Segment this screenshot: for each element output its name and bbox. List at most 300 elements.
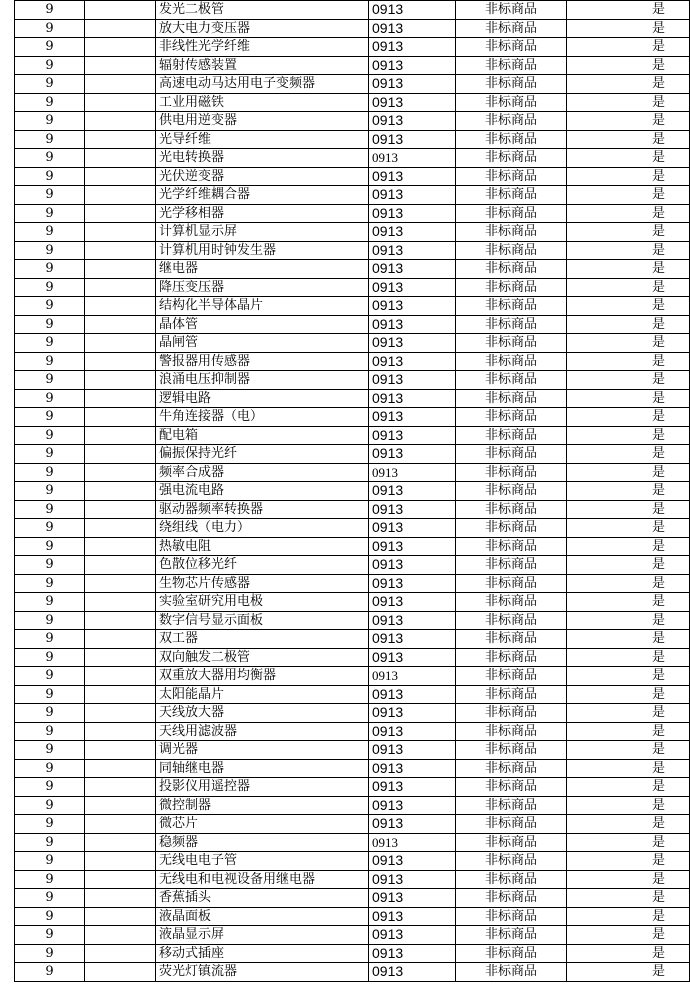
product-name-cell: 实验室研究用电极 xyxy=(156,593,369,612)
flag-cell: 是 xyxy=(567,297,690,316)
group-code-cell: 0913 xyxy=(369,149,456,168)
group-code-cell: 0913 xyxy=(369,241,456,260)
group-code-cell: 0913 xyxy=(369,611,456,630)
group-code-cell: 0913 xyxy=(369,889,456,908)
flag-cell: 是 xyxy=(567,704,690,723)
product-type-cell: 非标商品 xyxy=(456,722,567,741)
product-name-cell: 非线性光学纤维 xyxy=(156,38,369,57)
class-number-cell: 9 xyxy=(15,685,85,704)
blank-cell xyxy=(85,408,156,427)
table-row xyxy=(15,352,690,371)
class-number-cell: 9 xyxy=(15,963,85,982)
product-name-cell: 光学纤维耦合器 xyxy=(156,186,369,205)
product-type-cell: 非标商品 xyxy=(456,926,567,945)
product-name-cell: 计算机显示屏 xyxy=(156,223,369,242)
table-row xyxy=(15,537,690,556)
group-code-cell: 0913 xyxy=(369,19,456,38)
group-code-cell: 0913 xyxy=(369,907,456,926)
flag-cell: 是 xyxy=(567,500,690,519)
class-number-cell: 9 xyxy=(15,389,85,408)
blank-cell xyxy=(85,593,156,612)
product-name-cell: 同轴继电器 xyxy=(156,759,369,778)
flag-cell: 是 xyxy=(567,963,690,982)
group-code-cell: 0913 xyxy=(369,38,456,57)
product-type-cell: 非标商品 xyxy=(456,593,567,612)
table-row xyxy=(15,75,690,94)
product-type-cell: 非标商品 xyxy=(456,778,567,797)
group-code-cell: 0913 xyxy=(369,537,456,556)
blank-cell xyxy=(85,833,156,852)
class-number-cell: 9 xyxy=(15,408,85,427)
group-code-cell: 0913 xyxy=(369,260,456,279)
table-row xyxy=(15,574,690,593)
blank-cell xyxy=(85,778,156,797)
product-type-cell: 非标商品 xyxy=(456,537,567,556)
product-name-cell: 光伏逆变器 xyxy=(156,167,369,186)
product-name-cell: 计算机用时钟发生器 xyxy=(156,241,369,260)
table-row xyxy=(15,297,690,316)
blank-cell xyxy=(85,186,156,205)
product-type-cell: 非标商品 xyxy=(456,389,567,408)
class-number-cell: 9 xyxy=(15,741,85,760)
flag-cell: 是 xyxy=(567,796,690,815)
flag-cell: 是 xyxy=(567,223,690,242)
class-number-cell: 9 xyxy=(15,500,85,519)
flag-cell: 是 xyxy=(567,741,690,760)
product-name-cell: 天线用滤波器 xyxy=(156,722,369,741)
flag-cell: 是 xyxy=(567,149,690,168)
flag-cell: 是 xyxy=(567,38,690,57)
group-code-cell: 0913 xyxy=(369,167,456,186)
group-code-cell: 0913 xyxy=(369,667,456,686)
product-name-cell: 香蕉插头 xyxy=(156,889,369,908)
class-number-cell: 9 xyxy=(15,130,85,149)
blank-cell xyxy=(85,204,156,223)
product-name-cell: 逻辑电路 xyxy=(156,389,369,408)
group-code-cell: 0913 xyxy=(369,408,456,427)
table-row xyxy=(15,833,690,852)
class-number-cell: 9 xyxy=(15,796,85,815)
table-row xyxy=(15,38,690,57)
table-row xyxy=(15,944,690,963)
flag-cell: 是 xyxy=(567,445,690,464)
flag-cell: 是 xyxy=(567,907,690,926)
blank-cell xyxy=(85,426,156,445)
flag-cell: 是 xyxy=(567,130,690,149)
table-row xyxy=(15,463,690,482)
product-name-cell: 发光二极管 xyxy=(156,1,369,20)
table-row xyxy=(15,963,690,982)
group-code-cell: 0913 xyxy=(369,630,456,649)
product-type-cell: 非标商品 xyxy=(456,889,567,908)
product-type-cell: 非标商品 xyxy=(456,426,567,445)
product-type-cell: 非标商品 xyxy=(456,741,567,760)
class-number-cell: 9 xyxy=(15,556,85,575)
group-code-cell: 0913 xyxy=(369,204,456,223)
group-code-cell: 0913 xyxy=(369,815,456,834)
class-number-cell: 9 xyxy=(15,889,85,908)
blank-cell xyxy=(85,149,156,168)
product-type-cell: 非标商品 xyxy=(456,93,567,112)
flag-cell: 是 xyxy=(567,278,690,297)
blank-cell xyxy=(85,315,156,334)
product-type-cell: 非标商品 xyxy=(456,963,567,982)
flag-cell: 是 xyxy=(567,630,690,649)
blank-cell xyxy=(85,482,156,501)
table-row xyxy=(15,204,690,223)
blank-cell xyxy=(85,889,156,908)
flag-cell: 是 xyxy=(567,574,690,593)
table-row xyxy=(15,241,690,260)
product-name-cell: 数字信号显示面板 xyxy=(156,611,369,630)
table-row xyxy=(15,500,690,519)
class-number-cell: 9 xyxy=(15,944,85,963)
flag-cell: 是 xyxy=(567,463,690,482)
blank-cell xyxy=(85,815,156,834)
group-code-cell: 0913 xyxy=(369,445,456,464)
class-number-cell: 9 xyxy=(15,815,85,834)
product-type-cell: 非标商品 xyxy=(456,278,567,297)
flag-cell: 是 xyxy=(567,426,690,445)
blank-cell xyxy=(85,630,156,649)
flag-cell: 是 xyxy=(567,371,690,390)
flag-cell: 是 xyxy=(567,334,690,353)
group-code-cell: 0913 xyxy=(369,778,456,797)
flag-cell: 是 xyxy=(567,833,690,852)
table-row xyxy=(15,741,690,760)
blank-cell xyxy=(85,963,156,982)
group-code-cell: 0913 xyxy=(369,963,456,982)
product-name-cell: 双工器 xyxy=(156,630,369,649)
flag-cell: 是 xyxy=(567,537,690,556)
flag-cell: 是 xyxy=(567,482,690,501)
group-code-cell: 0913 xyxy=(369,796,456,815)
blank-cell xyxy=(85,1,156,20)
table-row xyxy=(15,519,690,538)
product-type-cell: 非标商品 xyxy=(456,611,567,630)
product-name-cell: 光电转换器 xyxy=(156,149,369,168)
group-code-cell: 0913 xyxy=(369,297,456,316)
product-name-cell: 辐射传感装置 xyxy=(156,56,369,75)
product-name-cell: 偏振保持光纤 xyxy=(156,445,369,464)
product-name-cell: 色散位移光纤 xyxy=(156,556,369,575)
group-code-cell: 0913 xyxy=(369,278,456,297)
group-code-cell: 0913 xyxy=(369,556,456,575)
product-name-cell: 双重放大器用均衡器 xyxy=(156,667,369,686)
product-name-cell: 频率合成器 xyxy=(156,463,369,482)
product-name-cell: 强电流电路 xyxy=(156,482,369,501)
class-number-cell: 9 xyxy=(15,722,85,741)
product-type-cell: 非标商品 xyxy=(456,648,567,667)
blank-cell xyxy=(85,371,156,390)
class-number-cell: 9 xyxy=(15,445,85,464)
flag-cell: 是 xyxy=(567,759,690,778)
group-code-cell: 0913 xyxy=(369,93,456,112)
table-row xyxy=(15,260,690,279)
product-name-cell: 无线电电子管 xyxy=(156,852,369,871)
class-number-cell: 9 xyxy=(15,519,85,538)
table-row xyxy=(15,648,690,667)
product-type-cell: 非标商品 xyxy=(456,334,567,353)
group-code-cell: 0913 xyxy=(369,1,456,20)
table-row xyxy=(15,19,690,38)
group-code-cell: 0913 xyxy=(369,500,456,519)
group-code-cell: 0913 xyxy=(369,56,456,75)
class-number-cell: 9 xyxy=(15,38,85,57)
group-code-cell: 0913 xyxy=(369,463,456,482)
blank-cell xyxy=(85,56,156,75)
class-number-cell: 9 xyxy=(15,574,85,593)
flag-cell: 是 xyxy=(567,167,690,186)
group-code-cell: 0913 xyxy=(369,334,456,353)
class-number-cell: 9 xyxy=(15,704,85,723)
class-number-cell: 9 xyxy=(15,537,85,556)
product-name-cell: 晶闸管 xyxy=(156,334,369,353)
table-row xyxy=(15,611,690,630)
product-type-cell: 非标商品 xyxy=(456,833,567,852)
table-row xyxy=(15,593,690,612)
flag-cell: 是 xyxy=(567,352,690,371)
group-code-cell: 0913 xyxy=(369,389,456,408)
product-name-cell: 工业用磁铁 xyxy=(156,93,369,112)
blank-cell xyxy=(85,648,156,667)
class-number-cell: 9 xyxy=(15,186,85,205)
group-code-cell: 0913 xyxy=(369,926,456,945)
product-name-cell: 液晶面板 xyxy=(156,907,369,926)
flag-cell: 是 xyxy=(567,778,690,797)
blank-cell xyxy=(85,907,156,926)
blank-cell xyxy=(85,500,156,519)
group-code-cell: 0913 xyxy=(369,75,456,94)
table-row xyxy=(15,167,690,186)
table-row xyxy=(15,926,690,945)
product-name-cell: 晶体管 xyxy=(156,315,369,334)
blank-cell xyxy=(85,852,156,871)
table-row xyxy=(15,186,690,205)
class-number-cell: 9 xyxy=(15,926,85,945)
product-type-cell: 非标商品 xyxy=(456,75,567,94)
product-type-cell: 非标商品 xyxy=(456,241,567,260)
product-type-cell: 非标商品 xyxy=(456,167,567,186)
class-number-cell: 9 xyxy=(15,93,85,112)
table-row xyxy=(15,149,690,168)
product-type-cell: 非标商品 xyxy=(456,371,567,390)
table-row xyxy=(15,630,690,649)
flag-cell: 是 xyxy=(567,926,690,945)
product-type-cell: 非标商品 xyxy=(456,463,567,482)
class-number-cell: 9 xyxy=(15,56,85,75)
flag-cell: 是 xyxy=(567,186,690,205)
blank-cell xyxy=(85,352,156,371)
table-row xyxy=(15,130,690,149)
class-number-cell: 9 xyxy=(15,223,85,242)
class-number-cell: 9 xyxy=(15,870,85,889)
flag-cell: 是 xyxy=(567,870,690,889)
class-number-cell: 9 xyxy=(15,371,85,390)
blank-cell xyxy=(85,112,156,131)
product-type-cell: 非标商品 xyxy=(456,19,567,38)
product-name-cell: 结构化半导体晶片 xyxy=(156,297,369,316)
product-type-cell: 非标商品 xyxy=(456,907,567,926)
group-code-cell: 0913 xyxy=(369,315,456,334)
product-type-cell: 非标商品 xyxy=(456,574,567,593)
blank-cell xyxy=(85,704,156,723)
table-row xyxy=(15,334,690,353)
class-number-cell: 9 xyxy=(15,759,85,778)
group-code-cell: 0913 xyxy=(369,741,456,760)
blank-cell xyxy=(85,278,156,297)
flag-cell: 是 xyxy=(567,241,690,260)
table-row xyxy=(15,722,690,741)
table-row xyxy=(15,556,690,575)
flag-cell: 是 xyxy=(567,593,690,612)
product-name-cell: 荧光灯镇流器 xyxy=(156,963,369,982)
class-number-cell: 9 xyxy=(15,463,85,482)
product-type-cell: 非标商品 xyxy=(456,315,567,334)
class-number-cell: 9 xyxy=(15,260,85,279)
goods-table xyxy=(14,0,690,982)
blank-cell xyxy=(85,519,156,538)
class-number-cell: 9 xyxy=(15,204,85,223)
blank-cell xyxy=(85,38,156,57)
blank-cell xyxy=(85,741,156,760)
class-number-cell: 9 xyxy=(15,778,85,797)
product-type-cell: 非标商品 xyxy=(456,704,567,723)
product-type-cell: 非标商品 xyxy=(456,815,567,834)
blank-cell xyxy=(85,334,156,353)
product-type-cell: 非标商品 xyxy=(456,260,567,279)
table-row xyxy=(15,759,690,778)
flag-cell: 是 xyxy=(567,685,690,704)
product-name-cell: 浪涌电压抑制器 xyxy=(156,371,369,390)
product-name-cell: 光导纤维 xyxy=(156,130,369,149)
class-number-cell: 9 xyxy=(15,611,85,630)
product-type-cell: 非标商品 xyxy=(456,130,567,149)
group-code-cell: 0913 xyxy=(369,593,456,612)
blank-cell xyxy=(85,167,156,186)
product-name-cell: 光学移相器 xyxy=(156,204,369,223)
table-row xyxy=(15,445,690,464)
group-code-cell: 0913 xyxy=(369,371,456,390)
blank-cell xyxy=(85,870,156,889)
product-name-cell: 继电器 xyxy=(156,260,369,279)
product-type-cell: 非标商品 xyxy=(456,149,567,168)
product-type-cell: 非标商品 xyxy=(456,352,567,371)
table-row xyxy=(15,93,690,112)
flag-cell: 是 xyxy=(567,315,690,334)
blank-cell xyxy=(85,926,156,945)
group-code-cell: 0913 xyxy=(369,944,456,963)
flag-cell: 是 xyxy=(567,389,690,408)
product-name-cell: 投影仪用遥控器 xyxy=(156,778,369,797)
product-name-cell: 放大电力变压器 xyxy=(156,19,369,38)
table-row xyxy=(15,704,690,723)
table-row xyxy=(15,796,690,815)
group-code-cell: 0913 xyxy=(369,223,456,242)
product-type-cell: 非标商品 xyxy=(456,796,567,815)
product-name-cell: 微芯片 xyxy=(156,815,369,834)
group-code-cell: 0913 xyxy=(369,852,456,871)
table-row xyxy=(15,482,690,501)
group-code-cell: 0913 xyxy=(369,130,456,149)
class-number-cell: 9 xyxy=(15,149,85,168)
blank-cell xyxy=(85,574,156,593)
class-number-cell: 9 xyxy=(15,593,85,612)
class-number-cell: 9 xyxy=(15,426,85,445)
product-name-cell: 调光器 xyxy=(156,741,369,760)
product-type-cell: 非标商品 xyxy=(456,630,567,649)
table-row xyxy=(15,852,690,871)
class-number-cell: 9 xyxy=(15,278,85,297)
class-number-cell: 9 xyxy=(15,630,85,649)
table-row xyxy=(15,112,690,131)
blank-cell xyxy=(85,463,156,482)
flag-cell: 是 xyxy=(567,611,690,630)
class-number-cell: 9 xyxy=(15,167,85,186)
blank-cell xyxy=(85,241,156,260)
table-row xyxy=(15,371,690,390)
class-number-cell: 9 xyxy=(15,852,85,871)
product-name-cell: 稳频器 xyxy=(156,833,369,852)
flag-cell: 是 xyxy=(567,519,690,538)
blank-cell xyxy=(85,611,156,630)
group-code-cell: 0913 xyxy=(369,648,456,667)
class-number-cell: 9 xyxy=(15,334,85,353)
blank-cell xyxy=(85,537,156,556)
blank-cell xyxy=(85,667,156,686)
flag-cell: 是 xyxy=(567,56,690,75)
table-row xyxy=(15,870,690,889)
blank-cell xyxy=(85,75,156,94)
class-number-cell: 9 xyxy=(15,241,85,260)
blank-cell xyxy=(85,130,156,149)
product-name-cell: 高速电动马达用电子变频器 xyxy=(156,75,369,94)
product-name-cell: 生物芯片传感器 xyxy=(156,574,369,593)
group-code-cell: 0913 xyxy=(369,352,456,371)
table-row xyxy=(15,408,690,427)
group-code-cell: 0913 xyxy=(369,186,456,205)
product-type-cell: 非标商品 xyxy=(456,56,567,75)
goods-table-body xyxy=(15,1,690,982)
product-type-cell: 非标商品 xyxy=(456,870,567,889)
product-name-cell: 供电用逆变器 xyxy=(156,112,369,131)
product-type-cell: 非标商品 xyxy=(456,297,567,316)
blank-cell xyxy=(85,297,156,316)
blank-cell xyxy=(85,389,156,408)
product-type-cell: 非标商品 xyxy=(456,759,567,778)
blank-cell xyxy=(85,944,156,963)
product-name-cell: 微控制器 xyxy=(156,796,369,815)
class-number-cell: 9 xyxy=(15,297,85,316)
product-name-cell: 驱动器频率转换器 xyxy=(156,500,369,519)
product-type-cell: 非标商品 xyxy=(456,852,567,871)
product-type-cell: 非标商品 xyxy=(456,556,567,575)
class-number-cell: 9 xyxy=(15,482,85,501)
blank-cell xyxy=(85,759,156,778)
table-row xyxy=(15,667,690,686)
table-row xyxy=(15,223,690,242)
flag-cell: 是 xyxy=(567,648,690,667)
product-name-cell: 警报器用传感器 xyxy=(156,352,369,371)
group-code-cell: 0913 xyxy=(369,833,456,852)
blank-cell xyxy=(85,722,156,741)
flag-cell: 是 xyxy=(567,815,690,834)
product-name-cell: 配电箱 xyxy=(156,426,369,445)
blank-cell xyxy=(85,223,156,242)
group-code-cell: 0913 xyxy=(369,870,456,889)
table-row xyxy=(15,426,690,445)
product-name-cell: 液晶显示屏 xyxy=(156,926,369,945)
